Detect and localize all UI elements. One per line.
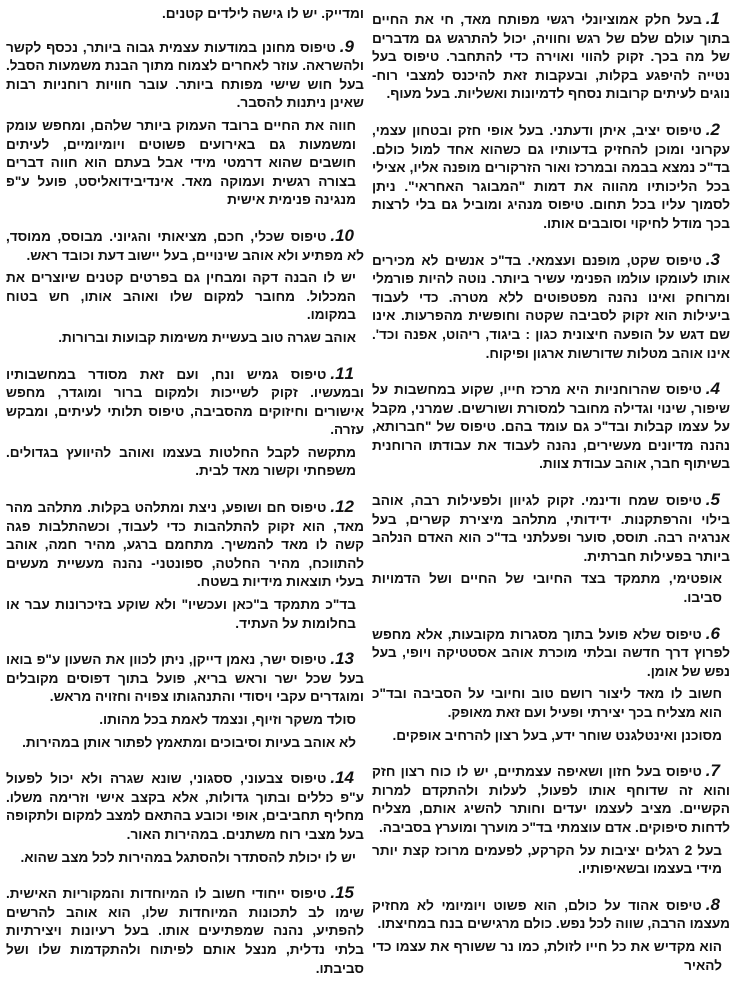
list-item — [372, 121, 730, 238]
item-paragraph — [372, 625, 730, 682]
item-subparagraph — [6, 734, 364, 753]
list-item — [372, 10, 730, 108]
list-item — [6, 498, 364, 637]
item-paragraph — [372, 10, 730, 104]
item-text: טיפוס שקט, מופנם ועצמאי. בד"כ אנשים לא מכירים אותו לעומקו עולמו הפנימי עשיר ביותר. נוטה להיות פורמלי ומרוחק ואינו נהנה מפטפוטים ללא מטרה. כדי לעבוד ביעילות הוא זקוק לסביבה שקטה וחופשית מהפרעות. אינו שם דגש על הופעה חיצונית כגון : ביגוד, ריהוט, אפנה וכד'. אינו אוהב מטלות שדורשות ארגון ופיקוח. — [372, 252, 730, 361]
list-item — [6, 769, 364, 871]
item-number: 9. — [339, 36, 354, 56]
item-text: טיפוס שמח ודינמי. זקוק לגיוון ולפעילות רבה, אוהב בילוי והרפתקנות. ידידותי, מתלהב מיצירת קשרים, בעל אנרגיה רבה. תוסס, סוער ופעלתני בד"כ הוא האדם הנלהב ביותר בפעילות חברתית. — [372, 493, 730, 564]
list-item — [372, 762, 730, 883]
item-text: בעל חלק אמוציונלי רגשי מפותח מאד, חי את החיים בתוך עולם שלם של רגש וחוויה, יכול להתרגש גם מדברים של מה בכך. זקוק להווי ואוירה כדי להתחבר. טיפוס בעל נטייה להיפגע בקלות, ובעקבות זאת להיכנס למצבי רוח- נוגים לעיתים קרובות נסחף לדמיונות ואשליות. בעל מעוף. — [372, 12, 730, 102]
list-item — [372, 380, 730, 478]
item-text: יש לו הבנה דקה ומבחין גם בפרטים קטנים שיוצרים את המכלול. מחובר למקום שלו ואוהב אותו, חש בטוח במקומו. — [6, 270, 356, 323]
item-number: 6. — [705, 623, 720, 643]
list-item — [6, 365, 364, 486]
list-item — [6, 227, 364, 352]
item-subparagraph — [372, 570, 730, 607]
item-paragraph — [372, 380, 730, 474]
right-column — [372, 5, 730, 992]
item-paragraph — [6, 884, 364, 978]
list-item — [372, 625, 730, 750]
item-paragraph — [6, 227, 364, 265]
item-text: סולד משקר וזיוף, ונצמד לאמת בכל מהותו. — [99, 712, 356, 727]
item-paragraph — [372, 251, 730, 364]
item-text: הוא מקדיש את כל חייו לזולת, כמו נר ששורף את עצמו כדי להאיר — [372, 938, 722, 973]
item-subparagraph — [6, 444, 364, 481]
item-number: 7. — [705, 761, 720, 781]
item-subparagraph — [6, 269, 364, 325]
item-number: 5. — [705, 490, 720, 510]
item-text: טיפוס צבעוני, ססגוני, שונא שגרה ולא יכול לפעול ע"פ כללים ובתוך גדולות, אלא בקצב אישי וזרימה משלו. מחליף תחביבים, אופי וכובע בהתאם למצב למקום ולתקופה בעל מצבי רוח משתנים. במהירות האור. — [6, 771, 364, 842]
item-text: יש לו יכולת להסתדר ולהסתגל במהירות לכל מצב שהוא. — [20, 849, 356, 865]
item-text: בעל 2 רגלים יציבות על הקרקע, לפעמים מרוכז קצת יותר מידי בעצמו ובשאיפותיו. — [372, 842, 722, 877]
list-item — [6, 38, 364, 214]
item-subparagraph — [372, 685, 730, 722]
item-text: לא אוהב בעיות וסיבוכים ומתאמץ לפתור אותן במהירות. — [22, 734, 356, 750]
item-paragraph — [372, 491, 730, 566]
item-text: טיפוס ישר, נאמן דייקן, ניתן לכוון את השעון ע"פ בואו בעל שכל ישר וראש בריא, פועל בתוך דפוסים מקובלים ומוגדרים עקבי ויסודי והתנהגותו צפויה וחזויה מראש. — [6, 652, 364, 705]
item-text: טיפוס ייחודי חשוב לו המיוחדות והמקוריות האישית. שימו לב לתכונות המיוחדות שלו, הוא אוהב להרשים להפתיע, נהנה שמפתיעים אותו. בעל רעיונות ויצירתיות בלתי נדלית, מנצל אותם לפיתוח ולהתקדמות שלו ושל סביבתו. — [6, 886, 364, 976]
item-number: 2. — [705, 119, 720, 139]
item-text: טיפוס חם ושופע, ניצת ומתלהט בקלות. מתלהב מהר מאד, הוא זקוק להתלהבות כדי לעבוד, וכשהתלבות פגה קשה לו מאד להמשיך. מתחמם ברגע, מהיר חמה, אוהב להתווכח, מהיר החלטה, ספונטני- נהנה מעשיית מעשים בעלי תוצאות מידיות בשטח. — [6, 500, 364, 590]
item-text: טיפוס בעל חזון ושאיפה עצמתיים, יש לו כוח רצון חזק והוא זה שדוחף אותו לפעול, לעלות ולהתקדם למרות הקשיים. מציב לעצמו יעדים וחותר להשיג אותם, מצליח לדחות סיפוקים. אדם עוצמתי בד"כ מוערך ומוערץ בסביבה. — [372, 764, 730, 835]
item-text: אופטימי, מתמקד בצד החיובי של החיים ושל הדמויות סביבו. — [372, 571, 722, 606]
item-number: 8. — [705, 894, 720, 914]
item-subparagraph — [6, 329, 364, 348]
item-text: טיפוס אהוד על כולם, הוא פשוט ויומיומי לא מחזיק מעצמו הרבה, שווה לכל נפש. כולם מרגישים בנח במחיצתו. — [372, 897, 730, 932]
item-text: בד"כ מתמקד ב"כאן ועכשיו" ולא שוקע בזיכרונות עבר או בחלומות על העתיד. — [6, 597, 356, 631]
item-number: 13. — [330, 649, 354, 669]
item-number: 12. — [330, 497, 354, 517]
item-text: טיפוס גמיש ונח, ועם זאת מסודר במחשבותיו ובמעשיו. זקוק לשייכות ולמקום ברור ומוגדר, מחפש אישורים וחיזוקים מהסביבה, טיפוס תלותי לעיתים, ומבקש עזרה. — [6, 366, 364, 438]
item-number: 14. — [330, 768, 354, 788]
item-subparagraph — [6, 711, 364, 730]
item-text: חשוב לו מאד ליצור רושם טוב וחיובי על הסביבה ובד"כ הוא מצליח בכך יצירתי ופעיל ועם זאת מאופק. — [372, 686, 722, 720]
list-item — [372, 491, 730, 612]
item-paragraph — [6, 365, 364, 440]
list-item — [372, 251, 730, 368]
item-text: טיפוס מחונן במודעות עצמית גבוה ביותר, נכסף לקשר ולהשראה. עוזר לאחרים לצמוח מתוך הבנת משמעות הסבל. בעל חוש שישי מפותח ביותר. עובר חוויות רוחניות רבות שאינן ניתנות להסבר. — [6, 39, 364, 111]
item-subparagraph — [6, 117, 364, 210]
item-text: טיפוס שהרוחניות היא מרכז חייו, שקוע במחשבות על שיפור, שינוי וגדילה מחובר למסורת ושורשים. שמרני, מקבל על עצמו קבלות ובד"כ גם עומד בהם. טיפוס של "חברותא, נהנה מדיונים מעשירים, נהנה לעבוד את עבודתו הרוחנית בשיתוף חבר, אוהב עבודת צוות. — [372, 382, 730, 472]
list-item — [372, 896, 730, 979]
item-paragraph — [6, 650, 364, 707]
item-number: 1. — [705, 9, 720, 28]
item-paragraph — [372, 762, 730, 837]
item-paragraph — [6, 498, 364, 592]
item-text: מתקשה לקבל החלטות בעצמו ואוהב להיוועץ בגדולים. משפחתי וקשור מאד לבית. — [6, 444, 356, 479]
item-subparagraph — [372, 842, 730, 879]
item-number: 15. — [330, 883, 354, 903]
item-subparagraph — [372, 938, 730, 975]
item-text: חווה את החיים ברובד העמוק ביותר שלהם, ומחפש עומק ומשמעות גם באירועים פשוטים ויומיומיים, לעיתים חושבים שהוא דרמטי מידי אבל בעתם הוא חווה דברים בצורה רגשית ועמוקה מאד. אינדיבידואליסט, פועל ע"פ מנגינה פנימית אישית — [6, 117, 356, 208]
item-subparagraph — [372, 727, 730, 746]
item-text: טיפוס יציב, איתן ודעתני. בעל אופי חזק ובטחון עצמי, עקרוני ומוכן להחזיק בדעותיו גם כשהוא אחד למול כולם. בד"כ נמצא בבמה ובמרכז ואור הזרקורים מופנה אליו, אצילי בכל הליכותיו מהווה את דמות "המבוגר האחראי". ניתן לסמוך עליו בכל תחום. טיפוס מנהיג ומוביל גם בלי לרצות בכך מודל לחיקוי וסובבים אותו. — [372, 122, 730, 231]
item-paragraph — [372, 896, 730, 934]
item-number: 3. — [705, 249, 720, 269]
item-text: טיפוס שלא פועל בתוך מסגרות מקובעות, אלא מחפש לפרוץ דרך חדשה ובלתי מוכרת אוהב אסטטיקה ויופי, בעל נפש של אומן. — [372, 626, 730, 679]
left-column — [6, 5, 364, 995]
item-text: טיפוס שכלי, חכם, מציאותי והגיוני. מבוסס, ממוסד, לא מפתיע ולא אוהב שינויים, בעל יישוב דעת וכובד ראש. — [6, 228, 364, 263]
list-item — [6, 884, 364, 982]
item-number: 4. — [705, 379, 720, 399]
item-subparagraph — [6, 849, 364, 868]
item-text: אוהב שגרה טוב בעשיית משימות קבועות וברורות. — [58, 329, 356, 345]
continuation-text: ומדייק. יש לו גישה לילדים קטנים. — [162, 6, 364, 21]
item-subparagraph — [6, 596, 364, 633]
item-paragraph — [6, 38, 364, 113]
list-item — [6, 650, 364, 756]
item-text: מסוכנן ואינטלגנט שוחר ידע, בעל רצון להרחיב אופקים. — [392, 727, 722, 743]
item-paragraph — [6, 769, 364, 844]
item-paragraph — [372, 121, 730, 234]
item-number: 11. — [330, 363, 354, 383]
item-number: 10. — [330, 225, 354, 245]
